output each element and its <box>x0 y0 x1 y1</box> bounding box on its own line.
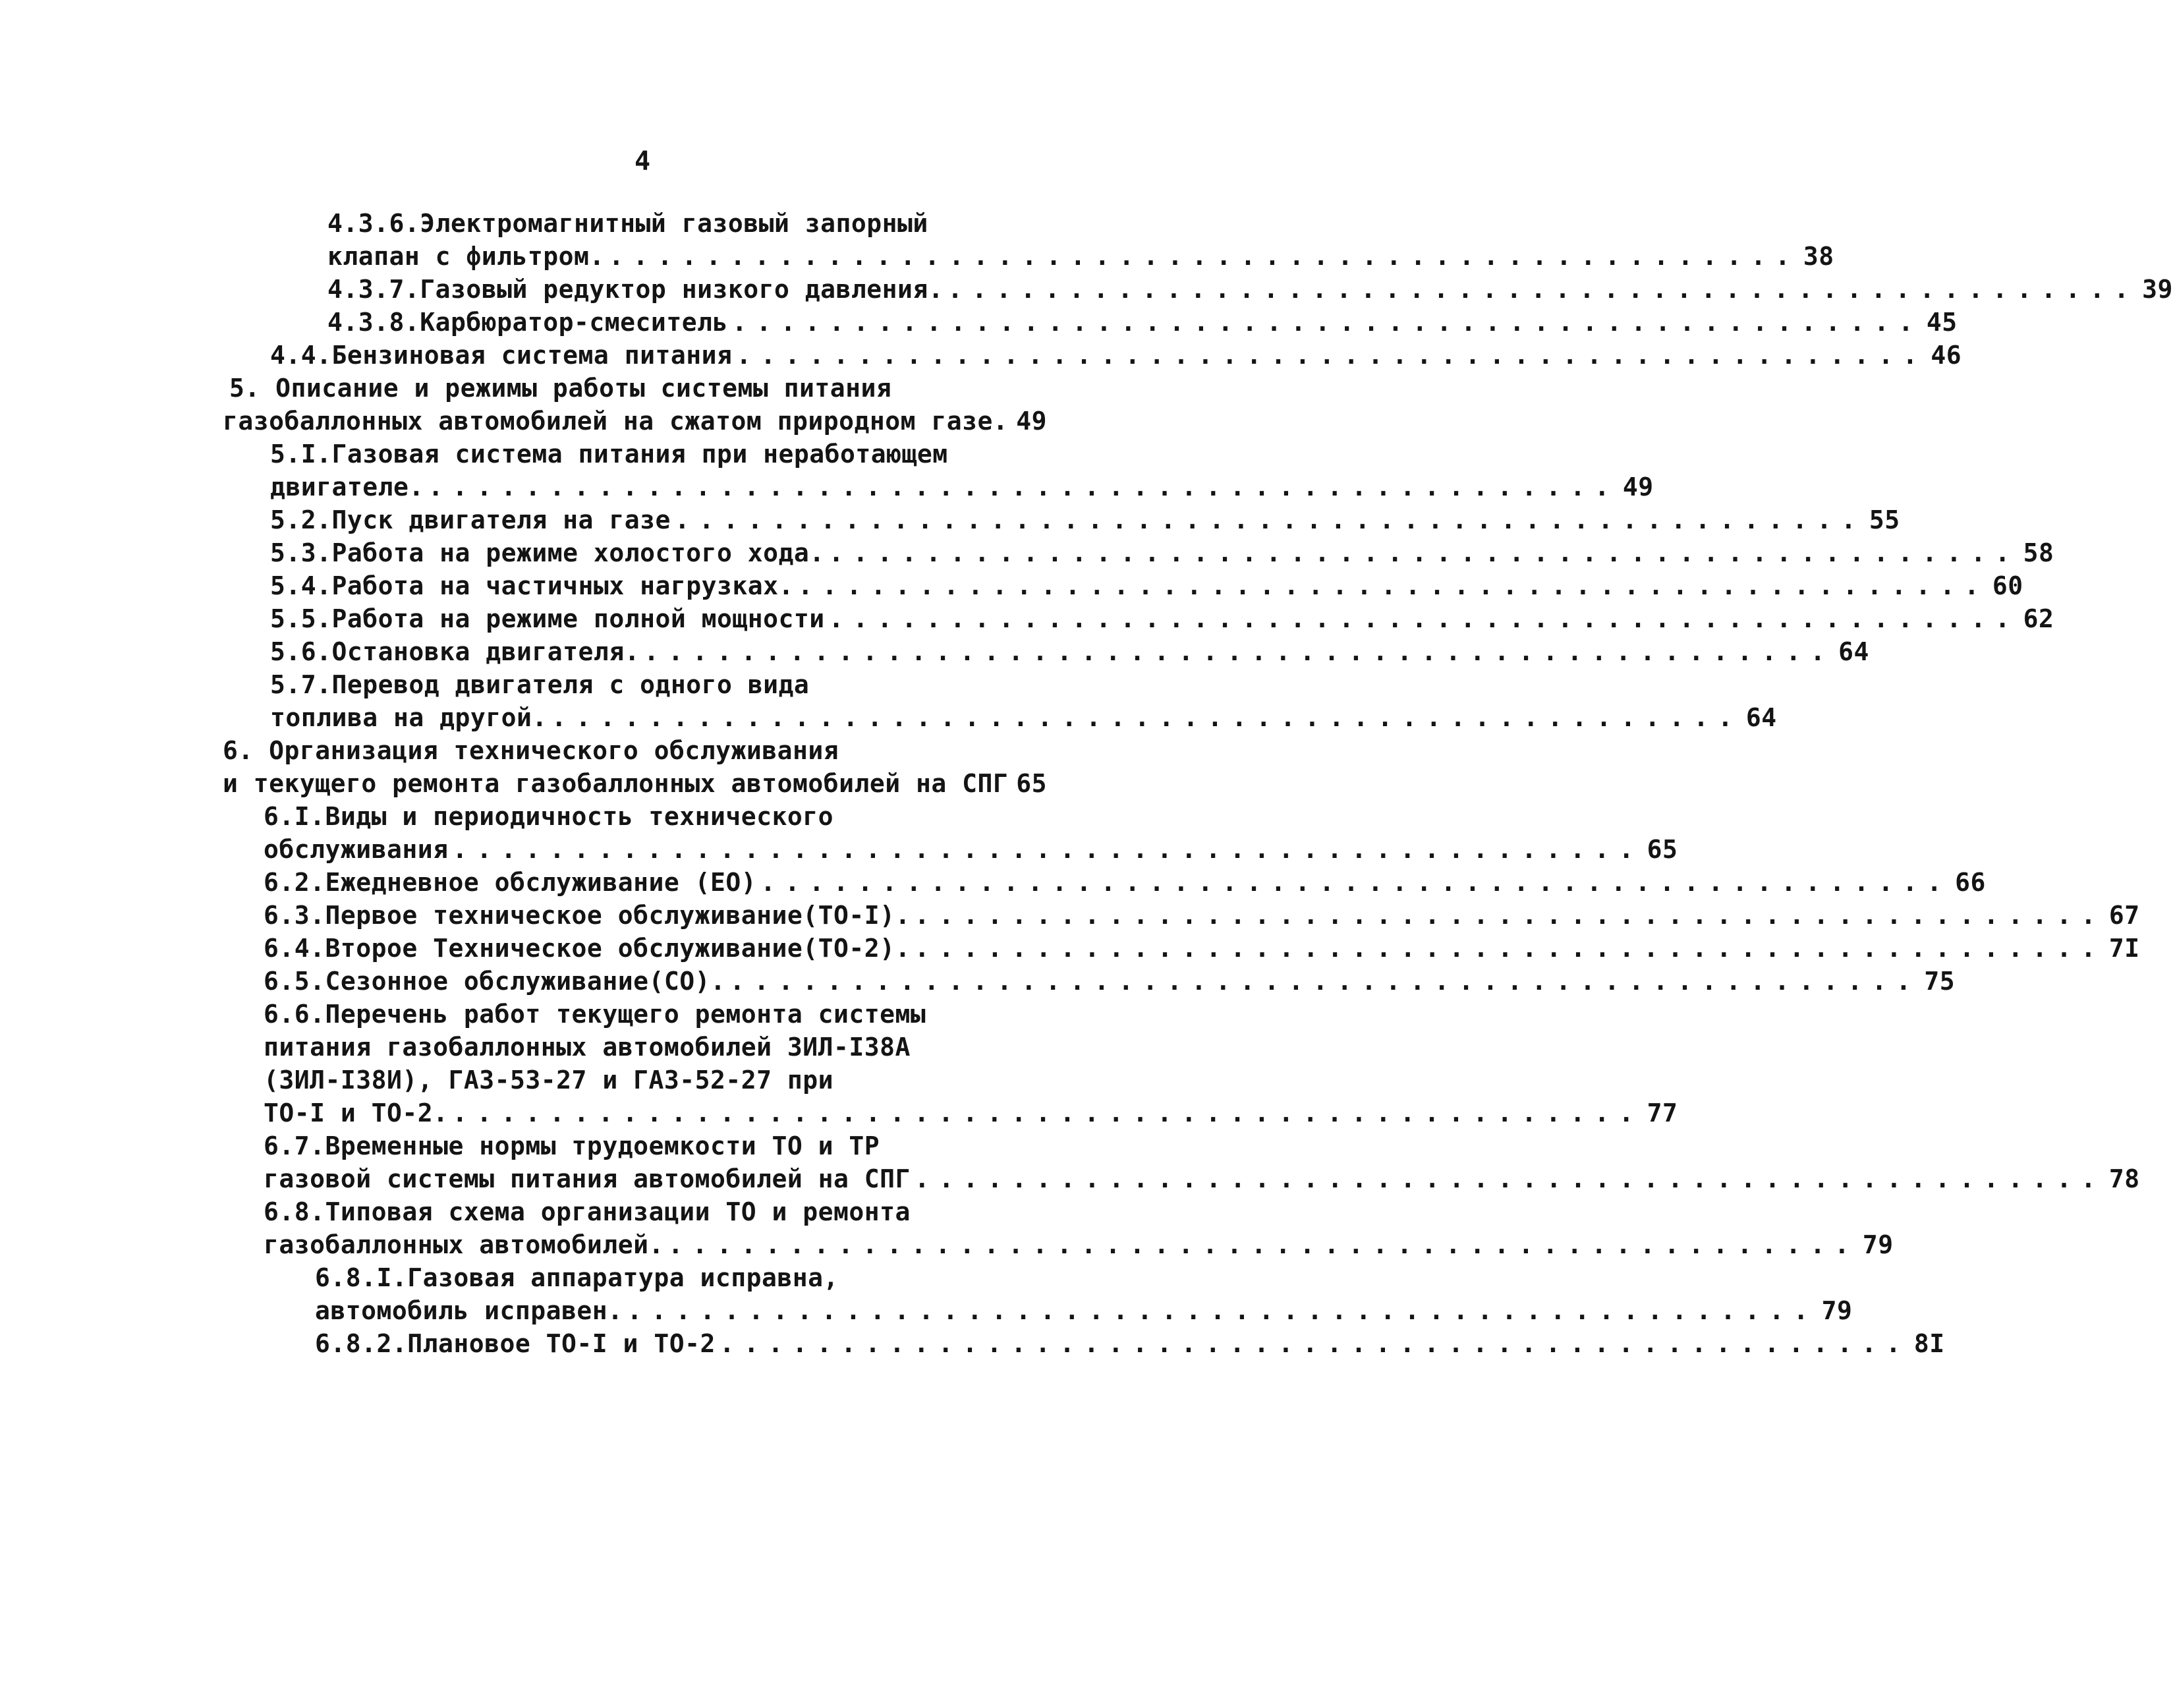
toc-page-number: 79 <box>1821 1296 1853 1325</box>
toc-line <box>264 1066 1039 1098</box>
toc-page-number: 64 <box>1745 703 1777 732</box>
toc-line <box>264 1098 1678 1131</box>
toc-page-number: 64 <box>1838 637 1869 666</box>
dot-leader: ................................................. <box>947 275 2139 304</box>
toc-line <box>264 1197 1039 1230</box>
dot-leader: ................................................. <box>797 571 1989 600</box>
toc-page-number: 79 <box>1862 1230 1894 1259</box>
toc-page-number: 8I <box>1913 1329 1945 1358</box>
toc-line <box>270 472 1654 505</box>
toc-page-number: 65 <box>1647 835 1678 864</box>
dot-leader: ................................................. <box>828 604 2019 633</box>
toc-line <box>264 934 2140 967</box>
toc-line <box>327 209 1039 242</box>
toc-page-number: 49 <box>1016 407 1048 436</box>
toc-line <box>270 440 1039 472</box>
toc-entry-text: 5.7.Перевод двигателя с одного вида <box>270 670 810 699</box>
toc-entry-text: 6.2.Ежедневное обслуживание (ЕО) <box>264 868 757 897</box>
toc-entry-text: топлива на другой. <box>270 703 548 732</box>
toc-entry-text: 5.2.Пуск двигателя на газе <box>270 505 671 534</box>
toc-entry-text: 6.8.2.Плановое ТО-I и ТО-2 <box>315 1329 716 1358</box>
toc-entry-text: 6.8.Типовая схема организации ТО и ремонта <box>264 1197 911 1226</box>
toc-page-number: 65 <box>1016 769 1048 798</box>
dot-leader: ................................................. <box>428 472 1619 501</box>
dot-leader: ................................................. <box>551 703 1742 732</box>
toc-line <box>327 242 1834 275</box>
toc-line <box>264 967 1956 1000</box>
toc-entry-text: газобаллонных автомобилей на сжатом природном газе. <box>223 407 1009 436</box>
toc-line <box>270 505 1900 538</box>
toc-line <box>270 604 2054 637</box>
toc-entry-text: обслуживания <box>264 835 449 864</box>
toc-page-number: 67 <box>2108 901 2140 930</box>
dot-leader: ................................................. <box>452 1098 1643 1127</box>
toc-line <box>264 835 1678 868</box>
toc-page-number: 58 <box>2023 538 2054 567</box>
page-number: 4 <box>634 146 651 177</box>
toc-entry-text: клапан с фильтром. <box>327 242 605 271</box>
dot-leader: ................................................. <box>914 901 2105 930</box>
dot-leader: ................................................. <box>729 967 1921 996</box>
dot-leader: ................................................. <box>644 637 1835 666</box>
toc-line <box>315 1263 1039 1296</box>
dot-leader: ................................................. <box>452 835 1643 864</box>
toc-line <box>264 802 1039 835</box>
dot-leader: ................................................. <box>627 1296 1818 1325</box>
toc-page-number: 55 <box>1869 505 1900 534</box>
toc-line <box>270 571 2023 604</box>
toc-page-number: 49 <box>1622 472 1654 501</box>
dot-leader: ................................................. <box>760 868 1952 897</box>
toc-entry-text: (ЗИЛ-I38И), ГАЗ-53-27 и ГАЗ-52-27 при <box>264 1066 833 1095</box>
toc-entry-text: 6.4.Второе Техническое обслуживание(ТО-2). <box>264 934 911 963</box>
toc-entry-text: и текущего ремонта газобаллонных автомобилей на СПГ <box>223 769 1009 798</box>
toc-line <box>264 1033 1039 1066</box>
toc-entry-text: ТО-I и ТО-2. <box>264 1098 449 1127</box>
toc-entry-text: 4.3.8.Карбюратор-смеситель <box>327 308 728 337</box>
toc-line <box>270 703 1777 736</box>
dot-leader: ................................................. <box>828 538 2019 567</box>
toc-line <box>264 1164 2140 1197</box>
toc-line <box>270 670 1039 703</box>
dot-leader: ................................................. <box>667 1230 1859 1259</box>
dot-leader: ................................................. <box>914 934 2105 963</box>
toc-entry-text: 4.3.7.Газовый редуктор низкого давления. <box>327 275 944 304</box>
toc-entry-text: 4.4.Бензиновая система питания <box>270 341 733 370</box>
toc-entry-text: автомобиль исправен. <box>315 1296 623 1325</box>
dot-leader: ................................................. <box>608 242 1799 271</box>
dot-leader: ................................................. <box>731 308 1923 337</box>
toc-line <box>223 769 1048 802</box>
toc-page-number: 46 <box>1931 341 1962 370</box>
toc-page-number: 78 <box>2108 1164 2140 1193</box>
toc-line <box>223 736 1039 769</box>
toc-line <box>327 275 2173 308</box>
toc-line <box>270 637 1869 670</box>
toc-line <box>270 538 2054 571</box>
toc-entry-text: 6.7.Временные нормы трудоемкости ТО и ТР <box>264 1131 880 1160</box>
toc-entry-text: 5.4.Работа на частичных нагрузках. <box>270 571 794 600</box>
toc-entry-text: 5.5.Работа на режиме полной мощности <box>270 604 825 633</box>
toc-entry-text: 6. Организация технического обслуживания <box>223 736 839 765</box>
toc-page-number: 75 <box>1924 967 1956 996</box>
toc-entry-text: 5.3.Работа на режиме холостого хода. <box>270 538 825 567</box>
toc-line <box>223 407 1048 440</box>
dot-leader: ................................................. <box>719 1329 1910 1358</box>
toc-page-number: 62 <box>2023 604 2054 633</box>
toc-entry-text: 6.6.Перечень работ текущего ремонта системы <box>264 1000 926 1029</box>
toc-page-number: 45 <box>1926 308 1958 337</box>
dot-leader: ................................................. <box>914 1164 2105 1193</box>
toc-line <box>264 1131 1039 1164</box>
toc-line <box>264 868 1986 901</box>
toc-entry-text: двигателе. <box>270 472 424 501</box>
toc-entry-text: питания газобаллонных автомобилей ЗИЛ-I38А <box>264 1033 911 1062</box>
toc-page-number: 39 <box>2142 275 2173 304</box>
toc-line <box>315 1329 1945 1362</box>
toc-line <box>264 1230 1894 1263</box>
toc-line <box>264 901 2140 934</box>
toc-entry-text: 4.3.6.Электромагнитный газовый запорный <box>327 209 928 238</box>
toc-entry-text: 5. Описание и режимы работы системы питания <box>229 374 892 403</box>
toc-entry-text: 6.8.I.Газовая аппаратура исправна, <box>315 1263 839 1292</box>
toc-page-number: 7I <box>2108 934 2140 963</box>
toc-line <box>327 308 1958 341</box>
toc-page-number: 60 <box>1992 571 2023 600</box>
toc-entry-text: 5.I.Газовая система питания при неработающем <box>270 440 948 469</box>
toc-line <box>270 341 1962 374</box>
dot-leader: ................................................. <box>674 505 1865 534</box>
toc-page-number: 77 <box>1647 1098 1678 1127</box>
dot-leader: ................................................. <box>736 341 1927 370</box>
toc-entry-text: газовой системы питания автомобилей на СПГ <box>264 1164 911 1193</box>
toc-entry-text: 6.I.Виды и периодичность технического <box>264 802 833 831</box>
toc-entry-text: 5.6.Остановка двигателя. <box>270 637 640 666</box>
toc-line <box>229 374 1039 407</box>
toc-entry-text: газобаллонных автомобилей. <box>264 1230 664 1259</box>
toc-line <box>315 1296 1853 1329</box>
toc-line <box>264 1000 1039 1033</box>
toc-page-number: 38 <box>1803 242 1834 271</box>
toc-page-number: 66 <box>1955 868 1986 897</box>
toc-entry-text: 6.5.Сезонное обслуживание(СО). <box>264 967 726 996</box>
toc-entry-text: 6.3.Первое техническое обслуживание(ТО-I). <box>264 901 911 930</box>
